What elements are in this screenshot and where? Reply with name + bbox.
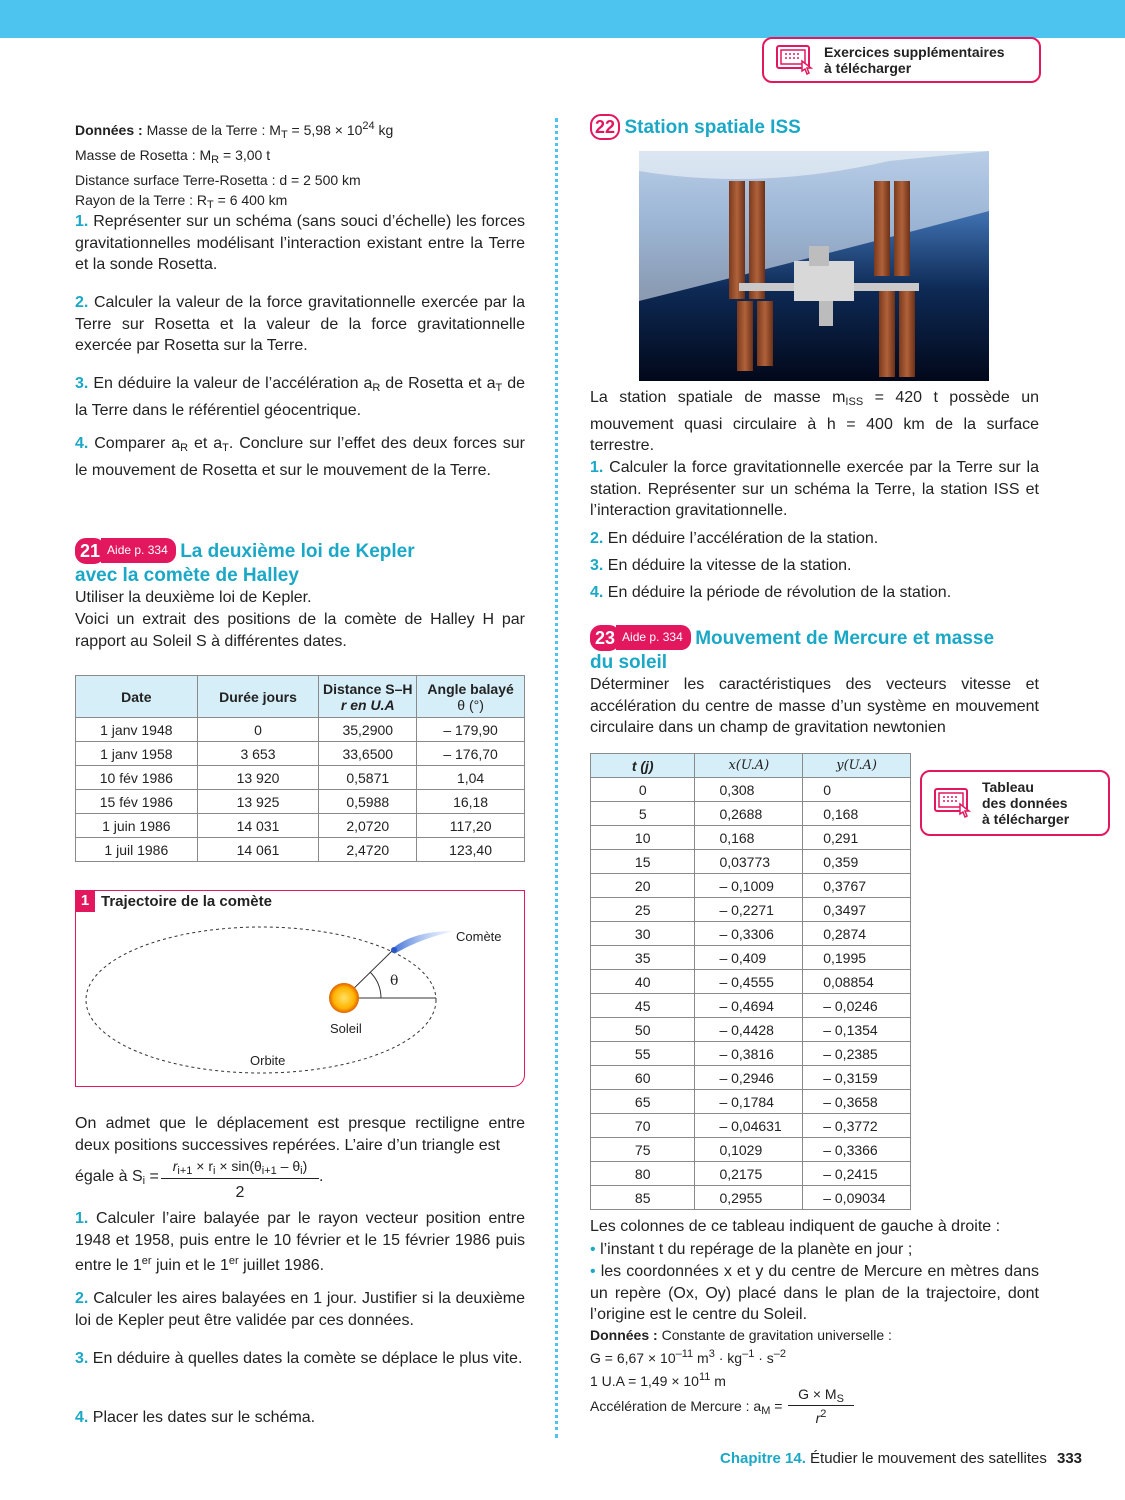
- cell: – 0,1354: [803, 1018, 911, 1042]
- question-number: 1.: [75, 1210, 89, 1227]
- question-text: . Conclure sur l’effet des deux forces sur le mouvement de Rosetta et sur le mouvement de la Terre.: [75, 435, 525, 479]
- text: La station spatiale de masse m: [590, 389, 846, 406]
- question-text: En déduire l’accélération de la station.: [607, 530, 879, 547]
- cell: – 0,3366: [803, 1138, 911, 1162]
- cell: 14 061: [197, 838, 319, 862]
- ua-value: 1 U.A = 1,49 × 10: [590, 1373, 699, 1389]
- ex22-text: [590, 387, 1039, 457]
- theta-label: θ: [390, 973, 399, 989]
- question-number: 4.: [75, 435, 89, 452]
- cell: 0,2175: [695, 1162, 803, 1186]
- header-line: θ (°): [457, 696, 484, 713]
- cell: 1 juin 1986: [76, 814, 198, 838]
- question-text: de la Terre dans le référentiel géocentrique.: [75, 375, 525, 419]
- cell: 15: [591, 850, 695, 874]
- donnee-3: Distance surface Terre-Rosetta : d = 2 500 km: [75, 172, 361, 188]
- cell: 35,2900: [319, 718, 417, 742]
- computer-download-icon: [934, 788, 972, 818]
- unit: · kg: [714, 1350, 743, 1366]
- sup: er: [228, 1255, 239, 1267]
- cell: 3 653: [197, 742, 319, 766]
- cell: – 0,2271: [695, 898, 803, 922]
- cell: 0,1029: [695, 1138, 803, 1162]
- sub: i: [300, 1165, 303, 1177]
- table-row: [591, 1018, 911, 1042]
- cell: 10 fév 1986: [76, 766, 198, 790]
- table-row: [591, 1162, 911, 1186]
- column-header: [695, 754, 803, 778]
- download-table-button[interactable]: [920, 770, 1110, 836]
- table-row: [591, 922, 911, 946]
- comet-trajectory-figure: [75, 890, 525, 1087]
- formula-text: Accélération de Mercure : a: [590, 1398, 762, 1414]
- cell: – 0,2946: [695, 1066, 803, 1090]
- exercise-number: 21: [75, 538, 105, 564]
- cell: 1 janv 1948: [76, 718, 198, 742]
- ex21-question-3: [75, 1348, 525, 1370]
- cell: 35: [591, 946, 695, 970]
- bullet-text: l’instant t du repérage de la planète en jour ;: [600, 1241, 913, 1258]
- ex22-question-3: [590, 555, 1039, 577]
- chapter-title: Étudier le mouvement des satellites: [805, 1450, 1047, 1467]
- table-row: [591, 994, 911, 1018]
- table-row: [591, 1066, 911, 1090]
- modules: [794, 261, 854, 301]
- question-text: Calculer les aires balayées en 1 jour. Justifier si la deuxième loi de Kepler peut être validée par ces données.: [75, 1290, 526, 1329]
- cell: 0,168: [695, 826, 803, 850]
- donnee-2: Masse de Rosetta : M: [75, 147, 212, 163]
- cell: 20: [591, 874, 695, 898]
- download-label-1: Exercices supplémentaires: [824, 44, 1005, 60]
- cell: 0,5871: [319, 766, 417, 790]
- table-row: [591, 778, 911, 802]
- solar-panel: [879, 289, 895, 377]
- question-number: 3.: [75, 1350, 89, 1367]
- bullet-icon: •: [590, 1263, 596, 1280]
- exercise-number: 22: [590, 114, 620, 140]
- sup: –2: [773, 1348, 787, 1360]
- orbit-diagram: [76, 891, 524, 1086]
- table-row: [591, 1114, 911, 1138]
- formula-text: =: [145, 1168, 159, 1185]
- solar-panel: [894, 181, 910, 276]
- cols-text: Les colonnes de ce tableau indiquent de gauche à droite :: [590, 1218, 1001, 1235]
- table-row: [591, 1042, 911, 1066]
- table-row: [591, 850, 911, 874]
- comet-icon: [392, 931, 454, 953]
- formula-text: r: [172, 1158, 178, 1174]
- cell: 65: [591, 1090, 695, 1114]
- question-number: 1.: [590, 459, 604, 476]
- header-text: y(U.A): [836, 758, 877, 773]
- cell: 1 juil 1986: [76, 838, 198, 862]
- table-row: [76, 814, 525, 838]
- unit: kg: [374, 122, 394, 138]
- cell: – 0,1784: [695, 1090, 803, 1114]
- question-number: 3.: [75, 375, 89, 392]
- download-label-2: à télécharger: [824, 60, 912, 76]
- ex23-intro: Déterminer les caractéristiques des vecteurs vitesse et accélération du centre de masse d’un système en mouvement circulaire dans un champ de gravitation newtonien: [590, 676, 1039, 736]
- cell: – 0,4555: [695, 970, 803, 994]
- table-row: [591, 1186, 911, 1210]
- page-footer: [720, 1450, 1082, 1467]
- cell: – 179,90: [417, 718, 525, 742]
- sub: R: [180, 442, 189, 454]
- question-text: En déduire à quelles dates la comète se déplace le plus vite.: [92, 1350, 523, 1367]
- table-row: [591, 826, 911, 850]
- ex22-question-1: [590, 457, 1039, 522]
- download-table-label-3: à télécharger: [982, 811, 1070, 827]
- question-text: Représenter sur un schéma (sans souci d’échelle) les forces gravitationnelles modélisant l’interaction existant entre la Terre et la sonde Rosetta.: [75, 213, 525, 273]
- cell: 0,1995: [803, 946, 911, 970]
- sun-label: Soleil: [330, 1021, 362, 1036]
- cell: 60: [591, 1066, 695, 1090]
- table-row: [591, 970, 911, 994]
- cell: 25: [591, 898, 695, 922]
- ex21-text: On admet que le déplacement est presque rectiligne entre deux positions successives repérées. L’aire d’un triangle est: [75, 1115, 525, 1154]
- cell: 70: [591, 1114, 695, 1138]
- cell: 0: [803, 778, 911, 802]
- table-row: [591, 802, 911, 826]
- bullet-1: [590, 1239, 1039, 1261]
- question-text: En déduire la valeur de l’accélération a: [93, 375, 373, 392]
- sub: S: [836, 1393, 844, 1405]
- cell: – 0,409: [695, 946, 803, 970]
- halley-table: [75, 675, 525, 862]
- ex22-question-2: [590, 528, 1039, 550]
- cell: 80: [591, 1162, 695, 1186]
- cell: 14 031: [197, 814, 319, 838]
- cell: 5: [591, 802, 695, 826]
- ex21-question-4: [75, 1407, 525, 1429]
- computer-download-icon: [776, 45, 814, 75]
- cell: – 0,3816: [695, 1042, 803, 1066]
- formula-text: .: [319, 1168, 324, 1185]
- question-number: 3.: [590, 557, 604, 574]
- figure-number: 1: [75, 890, 95, 912]
- cell: – 0,3306: [695, 922, 803, 946]
- sub: T: [207, 199, 214, 211]
- page-number: 333: [1057, 1450, 1083, 1467]
- solar-panel: [749, 181, 765, 299]
- ex21-intro-1: Utiliser la deuxième loi de Kepler.: [75, 589, 312, 606]
- cell: 2,4720: [319, 838, 417, 862]
- exercise-22-title: [590, 114, 801, 140]
- table-row: [591, 1138, 911, 1162]
- cell: – 0,3772: [803, 1114, 911, 1138]
- cell: 0,3497: [803, 898, 911, 922]
- cell: – 0,1009: [695, 874, 803, 898]
- cell: 1,04: [417, 766, 525, 790]
- ex22-question-4: [590, 582, 1039, 604]
- cell: 1 janv 1958: [76, 742, 198, 766]
- column-divider: [555, 118, 558, 1438]
- sub: ISS: [845, 396, 864, 408]
- sub: R: [211, 154, 220, 166]
- cell: 123,40: [417, 838, 525, 862]
- bullet-2: [590, 1261, 1039, 1326]
- question-number: 4.: [590, 584, 604, 601]
- table-row: [591, 898, 911, 922]
- sup: 2: [820, 1408, 827, 1420]
- sub: R: [372, 382, 381, 394]
- donnees-block: [75, 116, 525, 215]
- solar-panel: [729, 181, 745, 299]
- question-text: Comparer a: [94, 435, 181, 452]
- cell: 40: [591, 970, 695, 994]
- cell: 2,0720: [319, 814, 417, 838]
- exercise-23-title: [590, 625, 1060, 675]
- header-line: r en U.A: [340, 696, 395, 713]
- unit: · s: [754, 1350, 774, 1366]
- table-row: [76, 718, 525, 742]
- formula-text: ): [302, 1158, 308, 1174]
- question-number: 2.: [75, 1290, 89, 1307]
- text: = 420 t possède un mouvement quasi circulaire à h = 400 km de la surface terrestre.: [590, 389, 1040, 454]
- exercise-number: 23: [590, 625, 620, 651]
- cell: 0: [197, 718, 319, 742]
- question-text: En déduire la vitesse de la station.: [607, 557, 852, 574]
- bullet-icon: •: [590, 1241, 596, 1258]
- cell: 13 925: [197, 790, 319, 814]
- column-header: Durée jours: [197, 676, 319, 718]
- comet-label: Comète: [456, 929, 502, 944]
- donnee-1: Masse de la Terre : M: [146, 122, 281, 138]
- cell: 0,08854: [803, 970, 911, 994]
- cell: – 0,0246: [803, 994, 911, 1018]
- donnee-4: Rayon de la Terre : R: [75, 192, 208, 208]
- formula-text: × r: [192, 1158, 214, 1174]
- download-exercises-button[interactable]: [762, 37, 1041, 83]
- cell: – 0,04631: [695, 1114, 803, 1138]
- question-text: Calculer la valeur de la force gravitationnelle exercée par la Terre sur Rosetta et la valeur de la force gravitationnelle exercée par Rosetta sur la Terre.: [75, 294, 526, 354]
- question-text: juillet 1986.: [238, 1257, 325, 1274]
- value: = 5,98 × 10: [287, 122, 363, 138]
- cell: 15 fév 1986: [76, 790, 198, 814]
- formula-denominator: 2: [235, 1184, 245, 1201]
- sub: i: [213, 1165, 216, 1177]
- formula-text: =: [770, 1398, 783, 1414]
- table-row: [76, 766, 525, 790]
- solar-panel: [737, 301, 753, 371]
- solar-panel: [874, 181, 890, 276]
- donnees-label: Données :: [75, 122, 143, 138]
- chapter-label: Chapitre 14.: [720, 1450, 806, 1467]
- cell: – 0,4694: [695, 994, 803, 1018]
- sup: 3: [708, 1348, 715, 1360]
- exercise-title: Mouvement de Mercure et masse: [695, 628, 995, 649]
- column-header: Date: [76, 676, 198, 718]
- cell: 0,3767: [803, 874, 911, 898]
- header-line: Distance S–H: [323, 680, 413, 697]
- question-text: Placer les dates sur le schéma.: [92, 1409, 316, 1426]
- cell: 45: [591, 994, 695, 1018]
- figure-title: Trajectoire de la comète: [101, 893, 272, 910]
- table-row: [76, 838, 525, 862]
- table-row: [591, 874, 911, 898]
- cell: 30: [591, 922, 695, 946]
- bullet-text: les coordonnées x et y du centre de Mercure en mètres dans un repère (Ox, Oy) placé dans le plan de la trajectoire, dont l’origine est le centre du Soleil.: [590, 1263, 1039, 1323]
- mercury-table: [590, 753, 911, 1210]
- angle-arc: [370, 972, 381, 998]
- exercise-title: Station spatiale ISS: [624, 117, 801, 138]
- aide-link[interactable]: Aide p. 334: [101, 538, 176, 563]
- question-4: [75, 433, 525, 481]
- formula-text: G × M: [798, 1386, 837, 1402]
- question-text: de Rosetta et a: [380, 375, 496, 392]
- cell: 117,20: [417, 814, 525, 838]
- table-row: [76, 790, 525, 814]
- download-table-label-2: des données: [982, 795, 1068, 811]
- iss-photo: [639, 151, 989, 381]
- ex21-intro-2: Voici un extrait des positions de la comète de Halley H par rapport au Soleil S à différentes dates.: [75, 611, 525, 650]
- cell: – 176,70: [417, 742, 525, 766]
- cell: 13 920: [197, 766, 319, 790]
- table-row: [591, 946, 911, 970]
- value: = 3,00 t: [219, 147, 271, 163]
- cell: 0,03773: [695, 850, 803, 874]
- sub: i: [142, 1175, 146, 1187]
- header-text: t (j): [631, 757, 654, 774]
- value: = 6 400 km: [213, 192, 288, 208]
- column-header: [803, 754, 911, 778]
- sun-icon: [329, 983, 359, 1013]
- download-table-label-1: Tableau: [982, 779, 1034, 795]
- cell: 33,6500: [319, 742, 417, 766]
- cell: 0,308: [695, 778, 803, 802]
- question-text: En déduire la période de révolution de la station.: [607, 584, 952, 601]
- solar-panel: [899, 289, 915, 377]
- cell: – 0,3159: [803, 1066, 911, 1090]
- unit: m: [693, 1350, 709, 1366]
- exercise-21-title: [75, 538, 535, 588]
- question-2: [75, 292, 525, 357]
- cell: 55: [591, 1042, 695, 1066]
- sub: i+1: [261, 1165, 277, 1177]
- question-number: 4.: [75, 1409, 89, 1426]
- cell: 0,2874: [803, 922, 911, 946]
- sub: T: [280, 129, 288, 141]
- unit: m: [710, 1373, 726, 1389]
- cell: 0,5988: [319, 790, 417, 814]
- ex21-question-2: [75, 1288, 525, 1331]
- table-row: [76, 742, 525, 766]
- cell: 0,291: [803, 826, 911, 850]
- sup: 11: [698, 1371, 711, 1383]
- ex23-donnees: [590, 1326, 1039, 1391]
- cell: – 0,2385: [803, 1042, 911, 1066]
- question-number: 2.: [75, 294, 89, 311]
- cell: – 0,3658: [803, 1090, 911, 1114]
- sup: er: [141, 1255, 152, 1267]
- exercise-title: La deuxième loi de Kepler: [180, 541, 415, 562]
- aide-link[interactable]: Aide p. 334: [616, 625, 691, 650]
- cell: 16,18: [417, 790, 525, 814]
- solar-panel: [757, 301, 773, 366]
- comet-head: [391, 947, 397, 953]
- cell: 50: [591, 1018, 695, 1042]
- formula-text: × sin(θ: [215, 1158, 262, 1174]
- sub: T: [495, 382, 503, 394]
- ex21-question-1: [75, 1208, 525, 1277]
- question-text: Calculer la force gravitationnelle exercée par la Terre sur la station. Représenter sur un schéma la Terre, la station ISS et l’interaction gravitationnelle.: [590, 459, 1039, 519]
- question-number: 1.: [75, 213, 89, 230]
- donnees-text: Constante de gravitation universelle :: [661, 1327, 892, 1343]
- column-header: [591, 754, 695, 778]
- sub: i+1: [177, 1165, 193, 1177]
- question-number: 2.: [590, 530, 604, 547]
- question-1: [75, 211, 525, 276]
- question-3: [75, 373, 525, 421]
- formula-text: égale à S: [75, 1168, 143, 1185]
- cell: 0: [591, 778, 695, 802]
- g-value: G = 6,67 × 10: [590, 1350, 676, 1366]
- column-header: [319, 676, 417, 718]
- cell: 0,359: [803, 850, 911, 874]
- question-text: et a: [188, 435, 223, 452]
- cell: 0,2955: [695, 1186, 803, 1210]
- cell: – 0,2415: [803, 1162, 911, 1186]
- cell: – 0,4428: [695, 1018, 803, 1042]
- orbit-label: Orbite: [250, 1053, 286, 1068]
- exercise-title: du soleil: [590, 652, 668, 673]
- cell: 75: [591, 1138, 695, 1162]
- exp: 24: [362, 120, 375, 132]
- formula-text: r: [815, 1410, 821, 1426]
- sup: –11: [675, 1348, 694, 1360]
- cell: – 0,09034: [803, 1186, 911, 1210]
- sup: –1: [742, 1348, 755, 1360]
- formula-text: – θ: [276, 1158, 301, 1174]
- question-text: juin et le 1: [151, 1257, 229, 1274]
- top-color-bar: [0, 0, 1125, 38]
- cell: 0,168: [803, 802, 911, 826]
- cell: 0,2688: [695, 802, 803, 826]
- cell: 10: [591, 826, 695, 850]
- donnees-label: Données :: [590, 1327, 658, 1343]
- question-text: Calculer l’aire balayée par le rayon vecteur position entre 1948 et 1958, puis entre le 10 février et le 15 février 1986 puis entre le 1: [75, 1210, 525, 1274]
- cell: 85: [591, 1186, 695, 1210]
- column-header: [417, 676, 525, 718]
- header-line: Angle balayé: [427, 680, 514, 697]
- orbit-ellipse: [86, 927, 436, 1073]
- sub: M: [761, 1405, 771, 1417]
- header-text: x(U.A): [728, 758, 770, 773]
- table-row: [591, 1090, 911, 1114]
- exercise-title: avec la comète de Halley: [75, 565, 299, 586]
- sub: T: [222, 442, 229, 454]
